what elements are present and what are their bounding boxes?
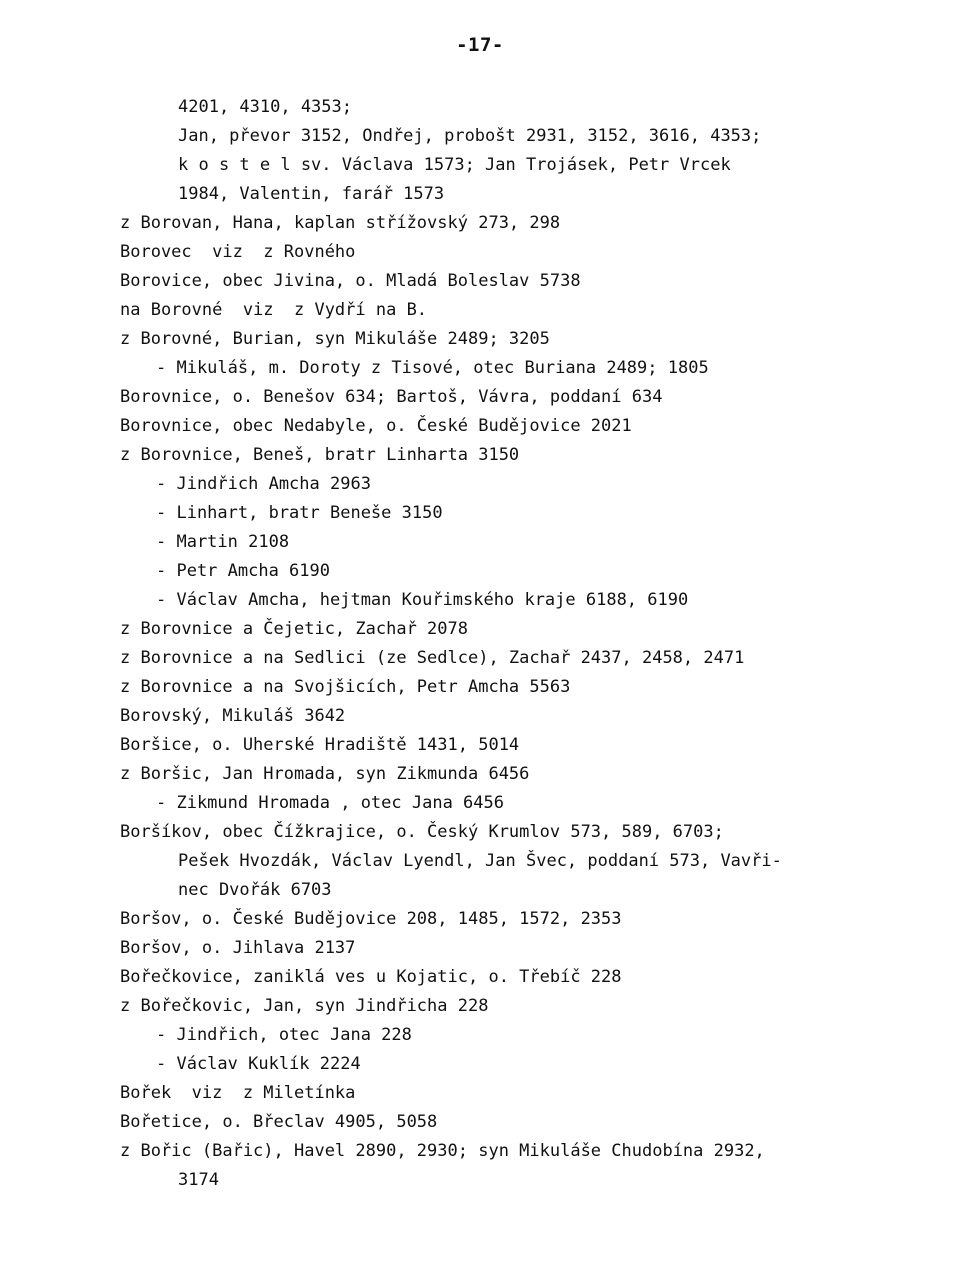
index-line: Boršíkov, obec Čížkrajice, o. Český Krumlov 573, 589, 6703;: [120, 822, 724, 842]
index-line: Borovice, obec Jivina, o. Mladá Boleslav 5738: [120, 271, 581, 291]
index-line: - Linhart, bratr Beneše 3150: [156, 503, 443, 523]
index-line: - Martin 2108: [156, 532, 290, 552]
index-line: - Jindřich Amcha 2963: [156, 474, 371, 494]
index-line: 3174: [178, 1170, 219, 1190]
index-line: z Borovan, Hana, kaplan střížovský 273, 298: [120, 213, 561, 233]
index-line: Bořetice, o. Břeclav 4905, 5058: [120, 1112, 438, 1132]
index-line: Bořek viz z Miletínka: [120, 1083, 356, 1103]
index-line: Boršice, o. Uherské Hradiště 1431, 5014: [120, 735, 520, 755]
index-line: z Bořic (Bařic), Havel 2890, 2930; syn Mikuláše Chudobína 2932,: [120, 1141, 765, 1161]
index-line: - Václav Kuklík 2224: [156, 1054, 361, 1074]
index-line: na Borovné viz z Vydří na B.: [120, 300, 428, 320]
index-line: - Petr Amcha 6190: [156, 561, 330, 581]
index-line: Bořečkovice, zaniklá ves u Kojatic, o. Třebíč 228: [120, 967, 622, 987]
index-line: z Boršic, Jan Hromada, syn Zikmunda 6456: [120, 764, 530, 784]
index-line: z Borovnice a Čejetic, Zachař 2078: [120, 619, 468, 639]
index-line: nec Dvořák 6703: [178, 880, 332, 900]
index-line: Boršov, o. Jihlava 2137: [120, 938, 356, 958]
index-entries: [120, 93, 910, 1195]
index-line: Pešek Hvozdák, Václav Lyendl, Jan Švec, poddaní 573, Vavři-: [178, 851, 782, 871]
index-line: z Borovnice a na Svojšicích, Petr Amcha 5563: [120, 677, 571, 697]
index-line: - Mikuláš, m. Doroty z Tisové, otec Buriana 2489; 1805: [156, 358, 709, 378]
index-line: Boršov, o. České Budějovice 208, 1485, 1572, 2353: [120, 909, 622, 929]
index-line: Borovnice, o. Benešov 634; Bartoš, Vávra, poddaní 634: [120, 387, 663, 407]
index-line: Borovec viz z Rovného: [120, 242, 356, 262]
index-line: - Zikmund Hromada , otec Jana 6456: [156, 793, 504, 813]
index-line: 1984, Valentin, farář 1573: [178, 184, 445, 204]
index-line: z Borovné, Burian, syn Mikuláše 2489; 3205: [120, 329, 550, 349]
index-line: - Václav Amcha, hejtman Kouřimského kraje 6188, 6190: [156, 590, 689, 610]
index-line: z Borovnice, Beneš, bratr Linharta 3150: [120, 445, 520, 465]
index-line: Borovnice, obec Nedabyle, o. České Budějovice 2021: [120, 416, 632, 436]
index-line: Borovský, Mikuláš 3642: [120, 706, 346, 726]
index-line: z Borovnice a na Sedlici (ze Sedlce), Zachař 2437, 2458, 2471: [120, 648, 745, 668]
page-number: -17-: [456, 34, 504, 56]
index-line: z Bořečkovic, Jan, syn Jindřicha 228: [120, 996, 489, 1016]
index-line: - Jindřich, otec Jana 228: [156, 1025, 412, 1045]
index-line: 4201, 4310, 4353;: [178, 97, 352, 117]
index-line: k o s t e l sv. Václava 1573; Jan Trojásek, Petr Vrcek: [178, 155, 731, 175]
index-line: Jan, převor 3152, Ondřej, probošt 2931, 3152, 3616, 4353;: [178, 126, 762, 146]
